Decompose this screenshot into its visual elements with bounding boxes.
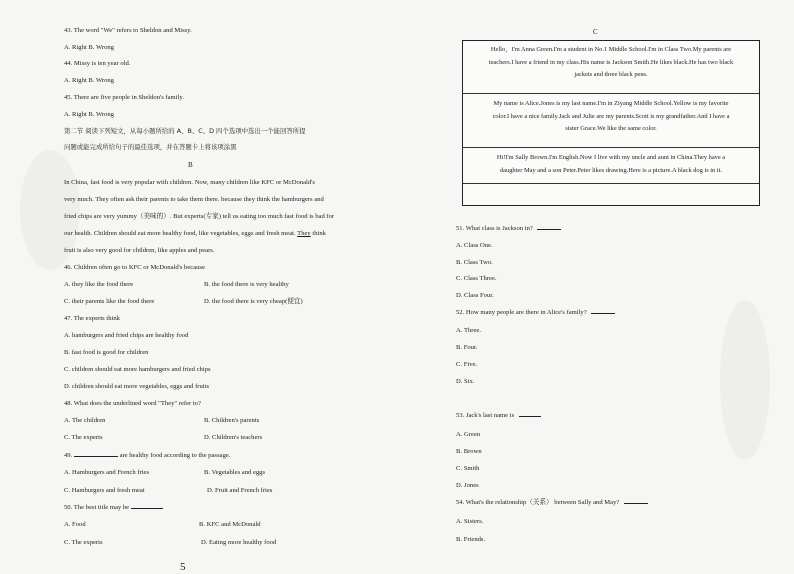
question-51-option-c: C. Class Three.	[456, 275, 497, 282]
question-52	[456, 308, 615, 317]
answer-blank[interactable]	[74, 456, 118, 457]
question-53	[456, 411, 541, 420]
question-49	[64, 451, 230, 460]
question-52-text: 52. How many people are there in Alice's family?	[456, 309, 587, 316]
page-number: 5	[180, 561, 186, 573]
question-51-option-a: A. Class One.	[456, 242, 493, 249]
passage-b-think: think	[310, 230, 326, 237]
question-54-option-a: A. Sisters.	[456, 518, 484, 525]
answer-blank[interactable]	[131, 508, 163, 509]
question-50-text: 50. The best title may be	[64, 504, 130, 511]
passage-b-text: our health. Children should eat more healthy food, like vegetables, eggs and fresh meat.	[64, 230, 296, 237]
question-52-option-b: B. Four.	[456, 344, 478, 351]
question-47: 47. The experts think	[64, 315, 120, 322]
question-53-option-c: C. Smith	[456, 465, 480, 472]
question-50-option-b: B. KFC and McDonald	[199, 521, 261, 528]
question-48-option-b: B. Children's parents	[204, 417, 260, 424]
question-43-options: A. Right B. Wrong	[64, 44, 114, 51]
question-46-option-a: A. they like the food there	[64, 281, 134, 288]
passage-b-line: very much. They often ask their parents to take them there. because they think the hamburgers and	[64, 196, 324, 203]
question-44-options: A. Right B. Wrong	[64, 77, 114, 84]
underlined-they: They	[297, 230, 311, 237]
question-51	[456, 224, 561, 233]
passage-b-line: fried chips are very yummy（美味的）. But experts(专家) tell us eating too much fast food is bad for	[64, 213, 335, 220]
answer-blank[interactable]	[537, 229, 561, 230]
question-49-text: are healthy food according to the passage.	[119, 452, 231, 459]
passage-c-line: teachers.I have a friend in my class.His name is Jackson Smith.He likes black.He has two black	[488, 58, 734, 66]
passage-b-line: In China, fast food is very popular with children. Now, many children like KFC or McDonald's	[64, 179, 315, 186]
passage-c-title: C	[593, 28, 598, 36]
question-43: 43. The word "We" refers to Sheldon and Missy.	[64, 27, 192, 34]
question-46-option-c: C. their parents like the food there	[64, 298, 155, 305]
question-45: 45. There are five people in Sheldon's family.	[64, 94, 184, 101]
passage-c-item-anna	[469, 44, 753, 82]
passage-c-item-alice	[469, 98, 753, 136]
question-50-option-a: A. Food	[64, 521, 86, 528]
question-47-option-a: A. hamburgers and fried chips are healthy food	[64, 332, 189, 339]
question-53-option-b: B. Brown	[456, 448, 482, 455]
answer-blank[interactable]	[624, 503, 648, 504]
box-divider	[463, 183, 759, 184]
section-instructions-line2: 问题或能完成所给句子的最佳选项，并在答题卡上将该项涂黑	[64, 143, 237, 151]
question-54	[456, 498, 648, 507]
box-divider	[463, 93, 759, 94]
question-47-option-c: C. children should eat more hamburgers and fried chips	[64, 366, 211, 373]
question-48-option-c: C. The experts	[64, 434, 103, 441]
question-44: 44. Missy is ten year old.	[64, 60, 131, 67]
question-48-option-d: D. Children's teachers	[204, 434, 263, 441]
question-46-option-b: B. the food there is very healthy	[204, 281, 289, 288]
answer-blank[interactable]	[519, 416, 541, 417]
question-46-option-d: D. the food there is very cheap(便宜)	[204, 298, 303, 305]
scan-smudge	[720, 300, 770, 460]
question-49-option-a: A. Hamburgers and French fries	[64, 469, 150, 476]
passage-c-line: jackets and three black pens.	[574, 71, 648, 78]
answer-blank[interactable]	[591, 313, 615, 314]
passage-c-line: Hello，I'm Anna Green.I'm a student in No.1 Middle School.I'm in Class Two.My parents are	[490, 46, 732, 53]
question-49-option-d: D. Fruit and French fries	[207, 487, 273, 494]
passage-c-item-sally	[469, 152, 753, 177]
question-50-option-d: D. Eating more healthy food	[201, 539, 277, 546]
passage-b-line: fruit is also very good for children, like apples and pears.	[64, 247, 215, 254]
question-53-option-a: A. Green	[456, 431, 481, 438]
question-50	[64, 503, 163, 512]
section-instructions-line1: 第二节 阅读下列短文，从每小题所给的 A、B、C、D 四个选项中选出一个能回答所提	[64, 127, 306, 135]
question-46: 46. Children often go to KFC or McDonald's because	[64, 264, 205, 271]
question-54-text: 54. What's the relationship（关系） between Sally and May?	[456, 499, 620, 506]
question-48: 48. What does the underlined word "They" refer to?	[64, 400, 201, 407]
question-53-text: 53. Jack's last name is	[456, 412, 515, 419]
passage-c-line: My name is Alice.Jones is my last name.I'm in Ziyang Middle School.Yellow is my favorite	[493, 100, 729, 107]
question-45-options: A. Right B. Wrong	[64, 111, 114, 118]
question-47-option-b: B. fast food is good for children	[64, 349, 149, 356]
passage-c-box	[462, 40, 760, 206]
question-47-option-d: D. children should eat more vegetables, eggs and fruits	[64, 383, 210, 390]
question-51-option-d: D. Class Four.	[456, 292, 494, 299]
question-52-option-c: C. Five.	[456, 361, 478, 368]
question-50-option-c: C. The experts	[64, 539, 103, 546]
passage-c-line: color.I have a nice family.Jack and Julie are my parents.Scott is my grandfather.And I have a	[492, 112, 730, 120]
question-48-option-a: A. The children	[64, 417, 106, 424]
question-49-number: 49.	[64, 452, 73, 459]
passage-c-line: Hi!I'm Sally Brown.I'm English.Now I live with my uncle and aunt in China.They have a	[496, 154, 726, 161]
question-51-text: 51. What class is Jackson in?	[456, 225, 533, 232]
question-51-option-b: B. Class Two.	[456, 259, 493, 266]
question-49-option-c: C. Hamburgers and fresh meat	[64, 487, 145, 494]
question-52-option-d: D. Six.	[456, 378, 475, 385]
box-divider	[463, 147, 759, 148]
passage-b-line	[64, 229, 326, 238]
passage-b-title: B	[188, 161, 193, 169]
question-52-option-a: A. Three.	[456, 327, 481, 334]
passage-c-line: daughter May and a son Peter.Peter likes drawing.Here is a picture.A black dog is in it.	[499, 166, 723, 174]
question-54-option-b: B. Friends.	[456, 536, 486, 543]
question-53-option-d: D. Jones	[456, 482, 479, 489]
passage-c-line: sister Grace.We like the same color.	[565, 125, 657, 132]
question-49-option-b: B. Vegetables and eggs	[204, 469, 266, 476]
